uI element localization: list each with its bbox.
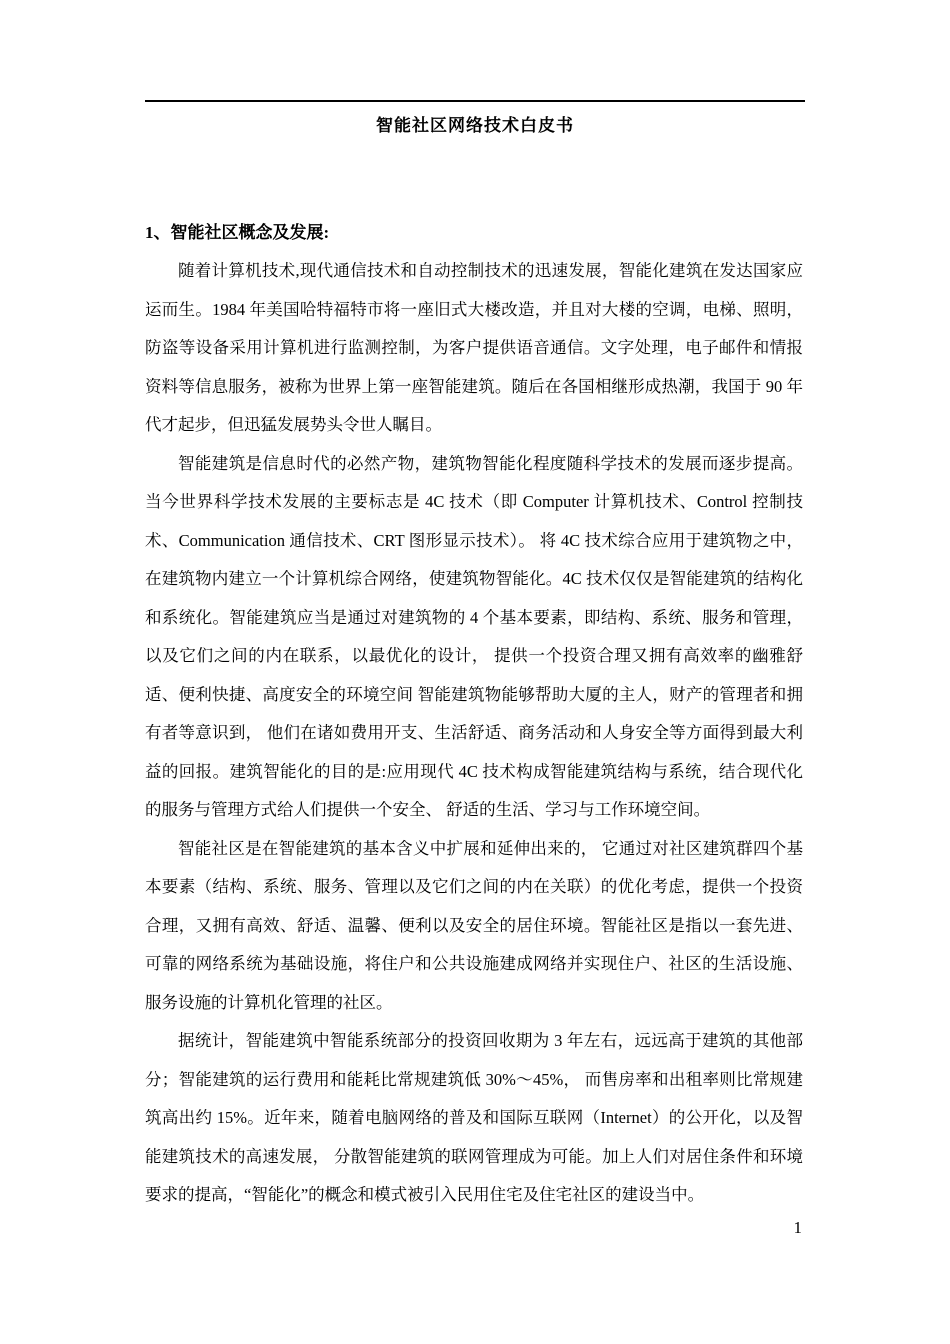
paragraph: 智能建筑是信息时代的必然产物，建筑物智能化程度随科学技术的发展而逐步提高。 当今世界科学技术发展的主要标志是 4C 技术（即 Computer 计算机技术、Control 控制技术、Communication 通信技术、CRT 图形显示技术）。 将 4C 技术综合应用于建筑物之中，在建筑物内建立一个计算机综合网络，使建筑物智能化。4C 技术仅仅是智能建筑的结构化和系统化。智能建筑应当是通过对建筑物的 4 个基本要素，即结构、系统、服务和管理，以及它们之间的内在联系，以最优化的设计， 提供一个投资合理又拥有高效率的幽雅舒适、便利快捷、高度安全的环境空间 智能建筑物能够帮助大厦的主人，财产的管理者和拥有者等意识到， 他们在诸如费用开支、生活舒适、商务活动和人身安全等方面得到最大利益的回报。建筑智能化的目的是:应用现代 4C 技术构成智能建筑结构与系统，结合现代化的服务与管理方式给人们提供一个安全、 舒适的生活、学习与工作环境空间。 [145, 453, 803, 819]
paragraph: 据统计，智能建筑中智能系统部分的投资回收期为 3 年左右，远远高于建筑的其他部分；智能建筑的运行费用和能耗比常规建筑低 30%～45%， 而售房率和出租率则比常规建筑高出约 15%。近年来，随着电脑网络的普及和国际互联网（Internet）的公开化，以及智能建筑技术的高速发展， 分散智能建筑的联网管理成为可能。加上人们对居住条件和环境要求的提高，“智能化”的概念和模式被引入民用住宅及住宅社区的建设当中。 [145, 1031, 803, 1204]
paragraph: 随着计算机技术,现代通信技术和自动控制技术的迅速发展，智能化建筑在发达国家应运而生。1984 年美国哈特福特市将一座旧式大楼改造，并且对大楼的空调，电梯、照明，防盗等设备采用计算机进行监测控制，为客户提供语音通信。文字处理，电子邮件和情报资料等信息服务，被称为世界上第一座智能建筑。随后在各国相继形成热潮，我国于 90 年代才起步，但迅猛发展势头令世人瞩目。 [145, 261, 803, 434]
page-number: 1 [793, 1218, 802, 1237]
paragraph: 智能社区是在智能建筑的基本含义中扩展和延伸出来的， 它通过对社区建筑群四个基本要素（结构、系统、服务、管理以及它们之间的内在关联）的优化考虑，提供一个投资合理，又拥有高效、舒适、温馨、便利以及安全的居住环境。智能社区是指以一套先进、可靠的网络系统为基础设施，将住户和公共设施建成网络并实现住户、社区的生活设施、服务设施的计算机化管理的社区。 [145, 838, 803, 1012]
section-heading: 1、智能社区概念及发展: [145, 223, 330, 242]
header-rule [145, 100, 805, 102]
document-body [145, 214, 803, 1215]
document-title: 智能社区网络技术白皮书 [376, 116, 574, 135]
